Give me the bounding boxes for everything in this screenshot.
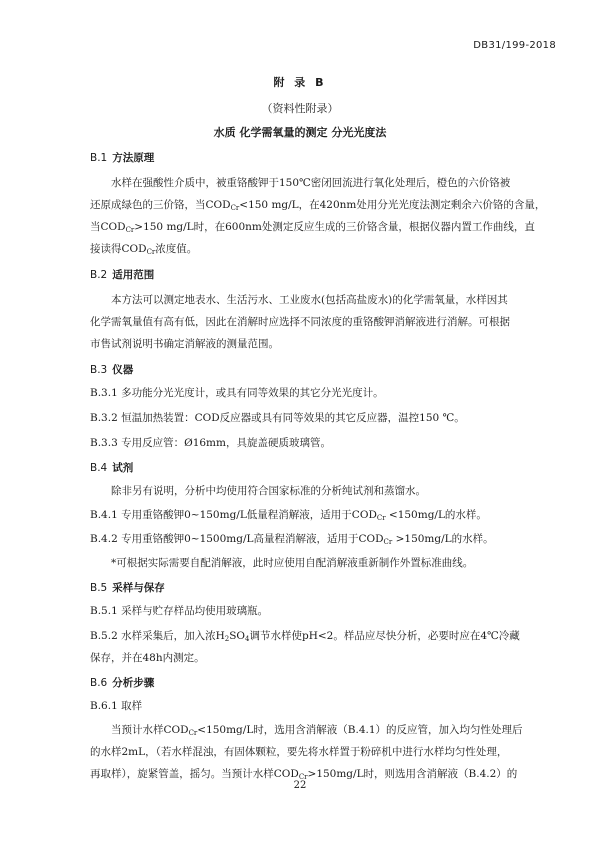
paragraph-line: 市售试剂说明书确定消解液的测量范围。 <box>90 338 279 350</box>
section-number: B.3 <box>90 364 108 376</box>
clause-b4-1 <box>90 507 487 522</box>
clause-b3-3: B.3.3 专用反应管：Ø16mm，具旋盖硬质玻璃管。 <box>90 437 331 449</box>
paragraph-line: 化学需氧量值有高有低，因此在消解时应选择不同浓度的重铬酸钾消解液进行消解。可根据 <box>90 316 510 328</box>
text-run: 调节水样使pH<2。样品应尽快分析，必要时应在4℃冷藏 <box>249 630 520 642</box>
section-number: B.6 <box>90 677 108 689</box>
section-title: 方法原理 <box>112 152 155 164</box>
text-run: SO <box>229 630 246 642</box>
text-run: >150mg/L的水样。 <box>392 533 494 545</box>
document-code: DB31/199-2018 <box>473 40 556 51</box>
text-run: 当COD <box>90 221 126 233</box>
subscript: Cr <box>188 729 198 737</box>
section-title: 试剂 <box>112 462 134 474</box>
paragraph-line: 水样在强酸性介质中，被重铬酸钾于150℃密闭回流进行氧化处理后，橙色的六价铬被 <box>111 177 511 189</box>
paragraph-line <box>90 197 545 212</box>
clause-b3-1: B.3.1 多功能分光光度计，或具有同等效果的其它分光光度计。 <box>90 387 384 399</box>
appendix-title: 附 录 B <box>273 76 327 89</box>
section-heading-b5 <box>90 580 165 595</box>
clause-b5-2 <box>90 628 520 643</box>
section-number: B.4 <box>90 462 108 474</box>
text-run: <150 mg/L，在420nm处用分光光度法测定剩余六价铬的含量， <box>239 199 546 211</box>
text-run: >150mg/L时，则选用含消解液（B.4.2）的 <box>307 768 518 780</box>
subscript: Cr <box>383 538 393 546</box>
text-run: 当预计水样COD <box>111 724 189 736</box>
text-run: B.5.2 水样采集后，加入浓H <box>90 630 225 642</box>
text-run: B.4.2 专用重铬酸钾0~1500mg/L高量程消解液，适用于COD <box>90 533 384 545</box>
section-number: B.2 <box>90 269 108 281</box>
text-run: 接读得COD <box>90 243 147 255</box>
paragraph-line: 本方法可以测定地表水、生活污水、工业废水(包括高盐废水)的化学需氧量，水样因其 <box>111 294 508 306</box>
section-title: 采样与保存 <box>112 582 165 594</box>
clause-b3-2: B.3.2 恒温加热装置：COD反应器或具有同等效果的其它反应器，温控150 ℃。 <box>90 412 465 424</box>
reagent-note: *可根据实际需要自配消解液，此时应使用自配消解液重新制作外置标准曲线。 <box>111 557 474 569</box>
text-run: <150mg/L的水样。 <box>385 509 487 521</box>
section-number: B.1 <box>90 152 108 164</box>
subscript: Cr <box>125 226 135 234</box>
text-run: 还原成绿色的三价铬，当COD <box>90 199 231 211</box>
clause-b6-1: B.6.1 取样 <box>90 700 143 712</box>
paragraph-line <box>90 219 535 234</box>
section-title: 适用范围 <box>112 269 155 281</box>
section-heading-b4 <box>90 460 133 475</box>
clause-b5-1: B.5.1 采样与贮存样品均使用玻璃瓶。 <box>90 605 269 617</box>
paragraph-line: 保存，并在48h内测定。 <box>90 652 205 664</box>
section-heading-b3 <box>90 362 133 377</box>
subscript: Cr <box>298 773 308 781</box>
page-number: 22 <box>293 780 307 791</box>
subscript: Cr <box>230 204 240 212</box>
section-number: B.5 <box>90 582 108 594</box>
appendix-note: （资料性附录） <box>261 102 339 115</box>
subscript: 2 <box>224 635 230 643</box>
subscript: Cr <box>146 248 156 256</box>
subscript: Cr <box>376 514 386 522</box>
appendix-subtitle: 水质 化学需氧量的测定 分光光度法 <box>213 126 387 139</box>
subscript: 4 <box>245 635 250 643</box>
text-run: 浓度值。 <box>155 243 198 255</box>
section-heading-b1 <box>90 150 154 165</box>
paragraph-line <box>90 241 197 256</box>
text-run: >150 mg/L时，在600nm处测定反应生成的三价铬含量，根据仪器内置工作曲线，直 <box>134 221 535 233</box>
paragraph-line: 除非另有说明，分析中均使用符合国家标准的分析纯试剂和蒸馏水。 <box>111 485 426 497</box>
section-heading-b2 <box>90 267 154 282</box>
paragraph-line <box>111 722 523 737</box>
text-run: 再取样），旋紧管盖，摇匀。当预计水样COD <box>90 768 299 780</box>
section-heading-b6 <box>90 675 154 690</box>
section-title: 分析步骤 <box>112 677 155 689</box>
paragraph-line: 的水样2mL，（若水样混浊，有固体颗粒，要先将水样置于粉碎机中进行水样均匀性处理， <box>90 746 508 758</box>
text-run: B.4.1 专用重铬酸钾0~150mg/L低量程消解液，适用于COD <box>90 509 377 521</box>
paragraph-line <box>90 766 517 781</box>
section-title: 仪器 <box>112 364 134 376</box>
clause-b4-2 <box>90 531 494 546</box>
text-run: <150mg/L时，选用含消解液（B.4.1）的反应管，加入均匀性处理后 <box>197 724 523 736</box>
